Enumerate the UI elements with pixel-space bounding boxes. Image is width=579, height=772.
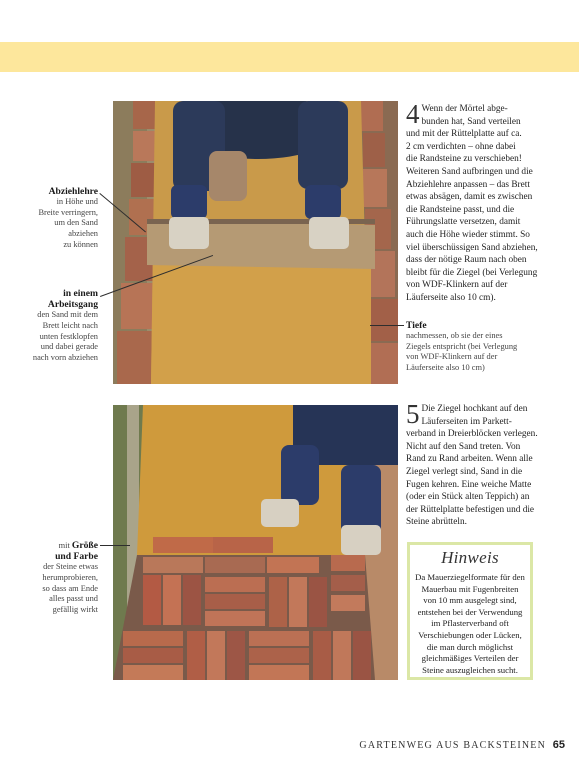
- caption-line: von WDF-Klinkern auf der: [406, 352, 498, 362]
- hinweis-body: [413, 572, 527, 676]
- page-footer: [359, 739, 565, 751]
- caption-groesse-title-line: [30, 540, 98, 551]
- step-line: Wenn der Mörtel abge-: [421, 104, 508, 114]
- step-line: von WDF-Klinkern auf der: [406, 280, 508, 291]
- caption-line: Läuferseite also 10 cm): [406, 362, 485, 372]
- hinweis-line: entstehen bei der Verwendung: [417, 606, 523, 617]
- caption-groesse-farbe: [30, 540, 98, 615]
- step-line: Rand zu Rand arbeiten. Wenn alle: [406, 454, 533, 465]
- hinweis-line: von 10 mm ausgelegt sind,: [423, 595, 517, 606]
- step-line: die Randsteine passt, und die: [406, 204, 515, 215]
- caption-groesse-title-2: und Farbe: [55, 551, 98, 563]
- caption-line: abziehen: [68, 228, 98, 238]
- photo-sand-screeding: [113, 101, 398, 384]
- caption-line: Brett leicht nach: [42, 321, 98, 330]
- step-line: Steine abrütteln.: [406, 517, 467, 528]
- step-line: 2 cm verdichten – ohne dabei: [406, 141, 516, 152]
- step-line: der Rüttelplatte befestigen und die: [406, 504, 535, 515]
- step-line: Abziehlehre anpassen – das Brett: [406, 179, 530, 190]
- caption-arbeitsgang: [20, 288, 98, 363]
- step-5: [406, 399, 538, 529]
- caption-line: nachmessen, ob sie der eines: [406, 331, 503, 341]
- step-5-number: 5: [406, 399, 420, 429]
- caption-line: den Sand mit dem: [37, 310, 98, 320]
- caption-line: nach vorn abziehen: [32, 352, 98, 362]
- step-line: viel überschüssigen Sand abziehen,: [406, 242, 538, 253]
- step-line: Weiteren Sand aufbringen und die: [406, 166, 533, 177]
- caption-line: Ziegels entspricht (bei Verlegung: [406, 341, 518, 351]
- hinweis-box: [407, 542, 533, 680]
- hinweis-line: Mauerbau mit Fugenbreiten: [421, 583, 519, 594]
- caption-line: Breite verringern,: [38, 207, 98, 217]
- caption-tiefe-title: Tiefe: [406, 320, 427, 331]
- step-line: Läuferseite also 10 cm).: [406, 292, 496, 303]
- header-band: [0, 42, 579, 72]
- caption-abziehlehre-title: Abziehlehre: [48, 186, 98, 197]
- pointer-line-groesse: [100, 545, 130, 546]
- caption-line: in Höhe und: [56, 197, 98, 207]
- hinweis-line: gleichmäßiges Verteilen der: [421, 653, 519, 664]
- step-line: dass der nötige Raum nach oben: [406, 255, 527, 266]
- hinweis-title: Hinweis: [441, 548, 499, 567]
- caption-line: und dabei gerade: [40, 342, 98, 352]
- caption-groesse-title-1: Größe: [71, 540, 98, 551]
- caption-tiefe: [406, 320, 546, 374]
- caption-groesse-prefix: mit: [58, 541, 70, 550]
- step-line: die Randsteine zu verschieben!: [406, 154, 522, 165]
- step-line: Die Ziegel hochkant auf den: [421, 404, 528, 414]
- step-line: bleibt für die Ziegel (bei Verlegung: [406, 267, 538, 278]
- caption-line: unten festklopfen: [39, 331, 98, 341]
- caption-line: herumprobieren,: [42, 573, 98, 582]
- step-line: etwas absägen, damit es zwischen: [406, 192, 533, 203]
- hinweis-line: Da Mauerziegelformate für den: [415, 572, 525, 582]
- step-line: auch die Höhe wieder stimmt. So: [406, 229, 530, 240]
- hinweis-line: im Pflasterverband oft: [431, 618, 509, 629]
- step-line: Nicht auf den Sand treten. Von: [406, 441, 521, 452]
- step-line: (oder ein Stück alten Teppich) an: [406, 492, 530, 503]
- step-line: und mit der Rüttelplatte auf ca.: [406, 129, 522, 140]
- pointer-line-tiefe: [370, 325, 404, 326]
- caption-line: gefällig wirkt: [52, 604, 98, 614]
- step-line: Fugen kehren. Eine weiche Matte: [406, 479, 532, 490]
- step-4-number: 4: [406, 99, 420, 129]
- hinweis-line: die man durch möglichst: [426, 641, 514, 652]
- caption-line: so dass am Ende: [42, 583, 98, 593]
- caption-abziehlehre: [30, 186, 98, 250]
- hinweis-line: Steine auszugleichen sucht.: [422, 664, 518, 675]
- caption-line: um den Sand: [54, 218, 98, 228]
- step-line: Führungslatte versetzen, damit: [406, 217, 521, 228]
- step-4: [406, 99, 538, 305]
- step-line: bunden hat, Sand verteilen: [421, 116, 521, 127]
- step-line: Ziegel verlegt sind, Sand in die: [406, 466, 523, 477]
- step-line: verband in Dreierblöcken verlegen.: [406, 429, 538, 440]
- caption-line: alles passt und: [49, 594, 98, 604]
- caption-arbeitsgang-title-1: in einem: [63, 288, 98, 299]
- hinweis-line: Verschiebungen oder Lücken,: [418, 629, 522, 640]
- page-number: 65: [552, 739, 565, 751]
- photo-brick-laying: [113, 405, 398, 680]
- caption-line: der Steine etwas: [43, 562, 98, 572]
- step-line: Läuferseiten im Parkett-: [421, 416, 512, 427]
- footer-section-title: GARTENWEG AUS BACKSTEINEN: [359, 740, 547, 751]
- caption-arbeitsgang-title-2: Arbeitsgang: [47, 299, 98, 311]
- caption-line: zu können: [63, 239, 98, 249]
